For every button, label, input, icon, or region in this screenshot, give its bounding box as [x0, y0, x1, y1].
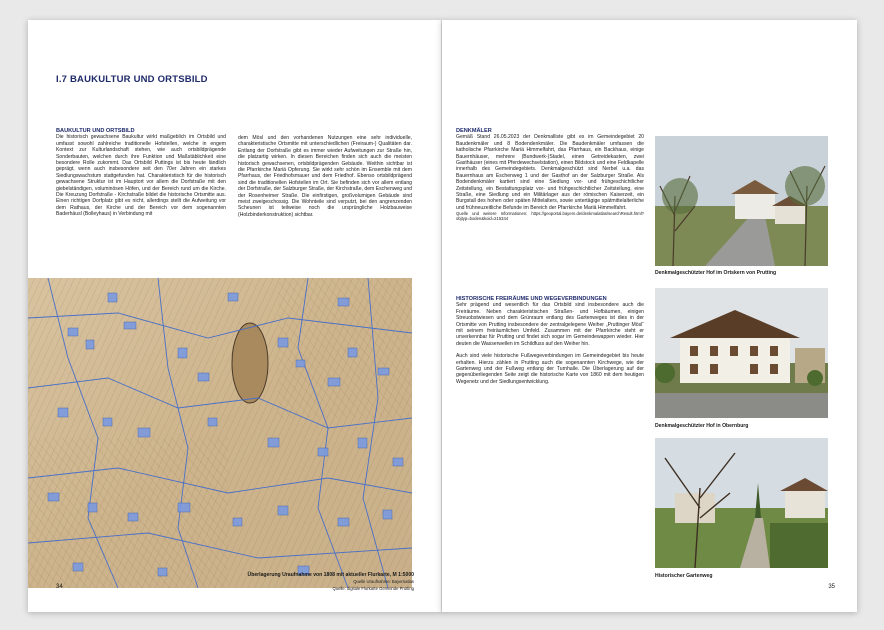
freiraum-text-1: Sehr prägend und wesentlich für das Ortsbild sind insbesondere auch die Freiräume. Neben charakteristischen Straßen- und Hofbäumen, einigen Streuobstwiesen und dem Grünraum entlang des Gartenweges ist dies in der Ortsmitte von Prutting insbesondere der zentralgelegene Weiher „Pruttinger Mösl“ mit seinem freiräumlichen Umfeld. Zusammen mit der Pfarrkirche steht er unverkennbar für Prutting und findet sich sogar im Gemeindewappen wieder. Hier deuten die Wasserwellen im Schildfuss auf den Weiher hin.	[456, 302, 644, 347]
denkmal-column	[456, 128, 644, 222]
chapter-title: I.7 BAUKULTUR UND ORTSBILD	[56, 74, 208, 85]
body-text-2: dem Mösl und den vorhandenen Nutzungen eine sehr individuelle, charakteristische Ortsmitte mit unterschiedlichen (Freiraum-) Qualitäten dar. Entlang der Dorfstraße gibt es immer wieder Aufweitungen zur Straße hin, die platzartig wirken. In diesen Bereichen finden sich auch die meisten historisch gewachsenen, ortsbildprägenden Gebäude. Weithin sichtbar ist die Pfarrkirche Mariä Opferung. Sie wirkt sehr schön im Ensemble mit dem Pfarrhaus, der Friedhofsmauer und dem Friedhof. Ebenso ortsbildprägend sind die traditionellen Hofstellen im Ort. Sie befinden sich vor allem entlang der Dorfstraße, der Salzburger Straße, der Kirchstraße, dem Eschenweg und der Rosenheimer Straße. Die einfirstigen, großvolumigen Gebäude sind meist zweigeschossig. Die Wohnteile sind verputzt, bei den angrenzenden Scheunen ist teilweise noch die ursprüngliche Holzbauweise (Holzbinderkonstruktion) sichtbar.	[238, 135, 412, 218]
text-column-2	[238, 135, 412, 218]
photo-gartenweg	[655, 438, 828, 568]
body-text-1: Die historisch gewachsene Baukultur wirkt maßgeblich im Ortsbild und umfasst sowohl zahlreiche traditionelle Hofstellen, welche in engem Kontext zur Kulturlandschaft stehen, wie auch ortsbildprägende Sonderbauten, welchen durch ihre Funktion und Maßstäblichkeit eine besondere Rolle zukommt. Das Ortsbild Puttings ist bis heute ländlich geprägt, wenn auch insbesondere seit den 70er Jahren ein starkes Siedlungswachstum stattgefunden hat. Charakteristisch für die historisch gewachsene Struktur ist im Hauptort vor allem die Dorfstraße mit den giebelständigen, voluminösen Höfen, und der Bereich rund um die Kirche. Die Kreuzung Dorfstraße - Kirchstraße bildet die historische Ortsmitte aus. Einen richtigen Dorfplatz gibt es nicht, allerdings stellt die Aufweitung vor dem Rathaus, der Kirche und der Bereich vor dem sogenannten Baderhäusl (Bolleyhaus) in Verbindung mit	[56, 134, 226, 218]
photo3-caption: Historischer Gartenweg	[655, 573, 713, 579]
freiraum-heading: HISTORISCHE FREIRÄUME UND WEGEVERBINDUNGEN	[456, 296, 607, 302]
denkmal-text: Gemäß Stand 26.05.2023 der Denkmalliste gibt es im Gemeindegebiet 20 Baudenkmäler und 8 Bodendenkmäler. Die Baudenkmäler umfassen die katholische Pfarrkirche Mariä Himmelfahrt, das Pfarrhaus, ein Backhaus, einige Bauernhäuser, mehrere (Bundwerk-)Stadel, einen Getreidekasten, zwei Gasthäuser (eines mit Pferdewechselstation), einen Bildstock und eine Feldkapelle innerhalb des Gemeindegebiets. Denkmalgeschützt sind Nerbel u.a. das Bauernhaus am Eschenweg 1 und der Gasthof an der Salzburger Straße. Als Bodendenkmäler kartiert sind eine Siedlung vor- und frühgeschichtlicher Zeitstellung, ein Bestattungsplatz vor- und frühgeschichtlicher Zeitstellung, eine Straße, eine Siedlung und ein Militärlager aus der römischen Kaiserzeit, ein Burgstall des hohen oder späten Mittelalters, sowie untertägige spätmittelalterliche und frühneuzeitliche Befunde im Bereich der Pfarrkirche Mariä Himmelfahrt.	[456, 134, 644, 211]
left-page	[28, 20, 442, 612]
freiraum-text-2: Auch sind viele historische Fußwegeverbindungen im Gemeindegebiet bis heute erhalten. Hierzu zählen in Prutting auch die sogenannten Kirchwege, wie der Gartenweg und der Fußweg entlang der Turnhalle. Die Überlagerung auf der gegenüberliegenden Seite zeigt die historische Karte von 1860 mit dem heutigen Wegenetz und der Siedlungsentwicklung.	[456, 353, 644, 385]
map-caption-source-1: Quelle Uraufnahme: Bayernatlas	[353, 579, 414, 585]
map-caption	[154, 572, 414, 591]
historic-map-overlay	[28, 278, 412, 588]
photo-hof-obernburg	[655, 288, 828, 418]
photo1-caption: Denkmalgeschützter Hof im Ortskern von Prutting	[655, 270, 777, 276]
denkmal-source: Quelle und weitere Informationen: https://geoportal.bayern.de/denkmalatlas/searchResult.html?objtyp=boden&koid=215344	[456, 211, 644, 222]
map-caption-title: Überlagerung Uraufnahme von 1808 mit aktueller Flurkarte, M 1:5000	[247, 572, 414, 578]
section-heading: BAUKULTUR UND ORTSBILD	[56, 128, 135, 134]
text-column-1	[56, 128, 226, 218]
pond-shape	[232, 323, 268, 403]
denkmal-heading: DENKMÄLER	[456, 128, 492, 134]
page-number-right: 35	[828, 584, 835, 590]
page-number-left: 34	[56, 584, 63, 590]
right-page	[442, 20, 857, 612]
freiraum-column	[456, 296, 644, 385]
map-caption-source-2: Quelle: digitale Flurkarte Gemeinde Prutting	[332, 585, 414, 591]
photo-hof-ortskern	[655, 136, 828, 266]
photo2-caption: Denkmalgeschützter Hof in Obernburg	[655, 423, 749, 429]
